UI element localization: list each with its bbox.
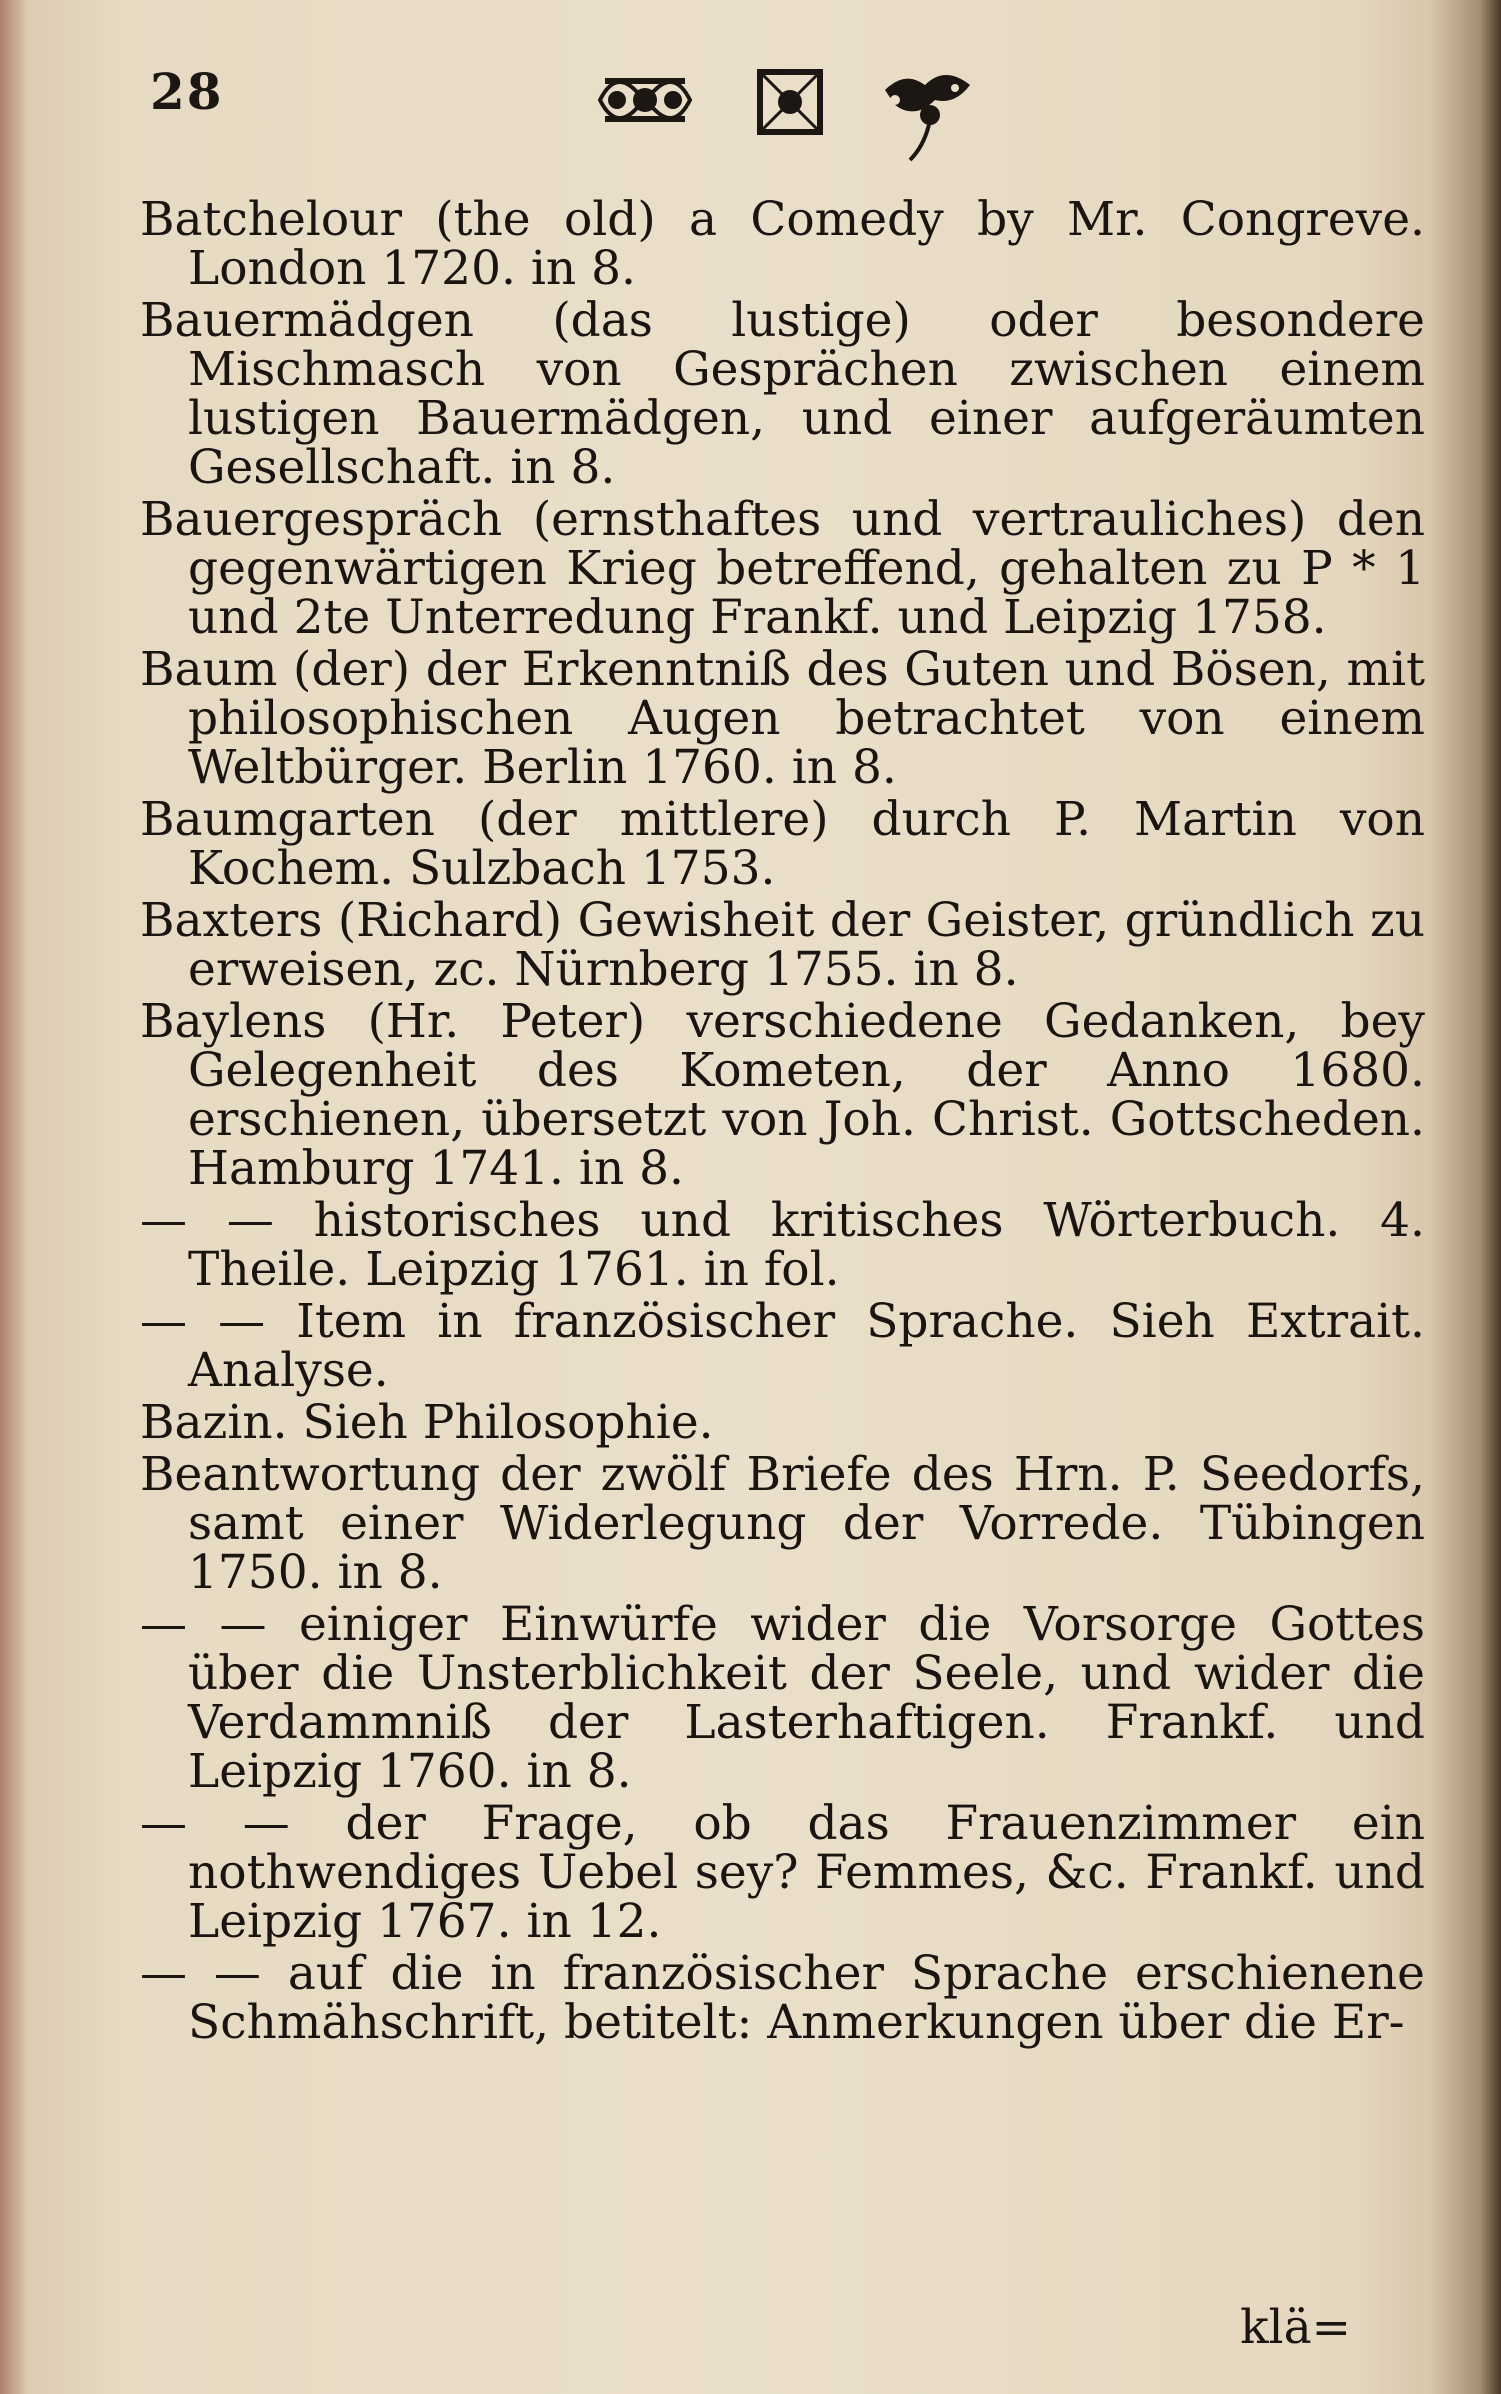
entry-baum: Baum (der) der Erkenntniß des Guten und Bösen, mit philosophischen Augen betrachtet von einem Weltbürger. Berlin 1760. in 8. [140, 642, 1425, 795]
bibliography-entries [140, 192, 1425, 2050]
page-number: 28 [150, 62, 224, 121]
entry-baylens-woerterbuch: — — historisches und kritisches Wörterbuch. 4. Theile. Leipzig 1761. in fol. [140, 1193, 1425, 1297]
gutter-shadow [1431, 0, 1501, 2394]
entry-baumgarten: Baumgarten (der mittlere) durch P. Martin von Kochem. Sulzbach 1753. [140, 792, 1425, 896]
entry-beantwortung: Beantwortung der zwölf Briefe des Hrn. P. Seedorfs, samt einer Widerlegung der Vorrede. Tübingen 1750. in 8. [140, 1447, 1425, 1600]
entry-beantwortung-einwuerfe: — — einiger Einwürfe wider die Vorsorge Gottes über die Unsterblichkeit der Seele, und wider die Verdammniß der Lasterhaftigen. Frankf. und Leipzig 1760. in 8. [140, 1597, 1425, 1799]
entry-beantwortung-frage: — — der Frage, ob das Frauenzimmer ein nothwendiges Uebel sey? Femmes, &c. Frankf. und Leipzig 1767. in 12. [140, 1796, 1425, 1949]
entry-batchelour: Batchelour (the old) a Comedy by Mr. Congreve. London 1720. in 8. [140, 192, 1425, 296]
entry-bazin: Bazin. Sieh Philosophie. [140, 1395, 714, 1450]
entry-bauergespraech: Bauergespräch (ernsthaftes und vertrauliches) den gegenwärtigen Krieg betreffend, gehalten zu P * 1 und 2te Unterredung Frankf. und Leipzig 1758. [140, 492, 1425, 645]
catchword: klä= [1240, 2300, 1351, 2355]
entry-beantwortung-schmaehschrift: — — auf die in französischer Sprache erschienene Schmähschrift, betitelt: Anmerkungen über die Er- [140, 1946, 1425, 2050]
page-left-edge [0, 0, 28, 2394]
entry-baylens-item: — — Item in französischer Sprache. Sieh Extrait. Analyse. [140, 1294, 1425, 1398]
entry-baxters: Baxters (Richard) Gewisheit der Geister, gründlich zu erweisen, zc. Nürnberg 1755. in 8. [140, 893, 1425, 997]
printer-ornament-icon [595, 60, 995, 170]
entry-bauermaedgen: Bauermädgen (das lustige) oder besondere Mischmasch von Gesprächen zwischen einem lustigen Bauermädgen, und einer aufgeräumten Gesellschaft. in 8. [140, 293, 1425, 495]
entry-baylens: Baylens (Hr. Peter) verschiedene Gedanken, bey Gelegenheit des Kometen, der Anno 1680. erschienen, übersetzt von Joh. Christ. Gottscheden. Hamburg 1741. in 8. [140, 994, 1425, 1196]
